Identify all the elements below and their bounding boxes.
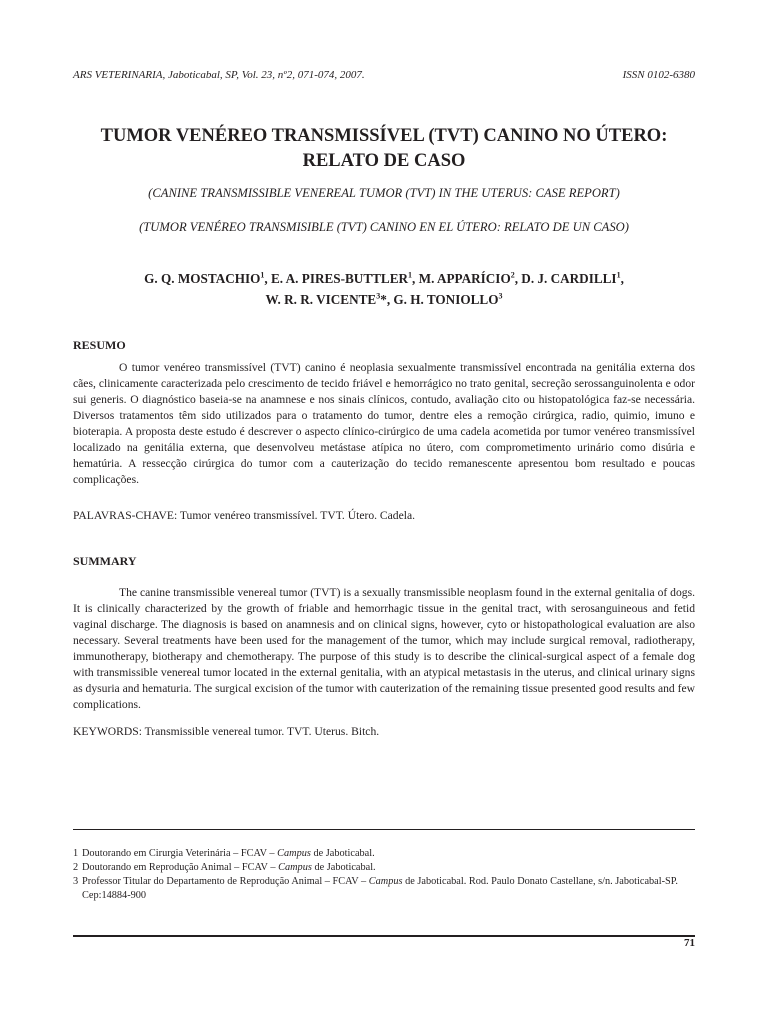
- author-list: [73, 268, 695, 310]
- summary-heading: SUMMARY: [73, 554, 137, 568]
- palavras-chave: PALAVRAS-CHAVE: Tumor venéreo transmissível. TVT. Útero. Cadela.: [73, 509, 416, 522]
- footnote-text: Doutorando em Cirurgia Veterinária – FCAV – Campus de Jaboticabal.: [82, 848, 375, 859]
- author: D. J. CARDILLI$^1$,: [521, 270, 624, 286]
- footnote-number: 1: [73, 848, 79, 859]
- author: M. APPARÍCIO$^2$,: [418, 270, 522, 286]
- article-title: TUMOR VENÉREO TRANSMISSÍVEL (TVT) CANINO NO ÚTERO: RELATO DE CASO: [100, 126, 668, 171]
- running-head: [73, 69, 695, 81]
- author: W. R. R. VICENTE$^3$*,: [265, 291, 394, 307]
- author: E. A. PIRES-BUTTLER$^1$,: [271, 270, 419, 286]
- footnote: [73, 847, 695, 861]
- footnotes: [73, 847, 695, 903]
- footnote-text: Professor Titular do Departamento de Reprodução Animal – FCAV – Campus de Jaboticabal. Rod. Paulo Donato Castellane, s/n. Jaboticabal-SP. Cep:14884-900: [82, 876, 678, 901]
- summary-paragraph: The canine transmissible venereal tumor (TVT) is a sexually transmissible neoplasm found in the external genitalia of dogs. It is clinically characterized by the growth of friable and hemorrhagic tissue in the genital tract, with serosanguineous and fetid vaginal discharge. The diagnosis is based on anamnesis and on clinical signs, however, cyto or histopathological evaluation are also necessary. Several treatments have been used for the management of the tumor, which may include surgical removal, radiotherapy, immunotherapy, biotherapy and chemotherapy. The purpose of this study is to describe the clinical-surgical aspect of a female dog with transmissible venereal tumor located in the external genitalia, with an atypical metastasis in the uterus, and clinical urinary signs as dysuria and hematuria. The surgical excision of the tumor with cauterization of the remaining tissue presented good results and few complications.: [73, 586, 695, 711]
- title-spanish: (TUMOR VENÉREO TRANSMISIBLE (TVT) CANINO EN EL ÚTERO: RELATO DE UN CASO): [139, 220, 629, 234]
- page-footer-rule: [73, 935, 695, 937]
- page-number: 71: [684, 937, 695, 949]
- author: G. Q. MOSTACHIO$^1$,: [144, 270, 271, 286]
- footnote-text: Doutorando em Reprodução Animal – FCAV – Campus de Jaboticabal.: [82, 862, 376, 873]
- keywords: KEYWORDS: Transmissible venereal tumor. TVT. Uterus. Bitch.: [73, 725, 380, 738]
- resumo-paragraph: O tumor venéreo transmissível (TVT) canino é neoplasia sexualmente transmissível encontrada na genitália externa dos cães, clinicamente caracterizada pelo crescimento de tecido friável e hemorrágico no trato genital, secreção serossanguinolenta e odor sui generis. O diagnóstico baseia-se na anamnese e nos sinais clínicos, contudo, avaliação cito ou histopatológica faz-se necessária. Diversos tratamentos têm sido utilizados para o tratamento do tumor, dentre eles a remoção cirúrgica, radio, quimio, imuno e bioterapia. A proposta deste estudo é descrever o aspecto clínico-cirúrgico de uma cadela acometida por tumor venéreo transmissível localizado na genitália externa, que desenvolveu metástase atípica no útero, com comprometimento urinário como disúria e hematúria. A ressecção cirúrgica do tumor com a cauterização do tecido remanescente apresentou bom resultado e poucas complicações.: [73, 361, 695, 486]
- footnote: [73, 875, 695, 903]
- author: G. H. TONIOLLO$^3$: [393, 291, 503, 307]
- footnote: [73, 861, 695, 875]
- resumo-heading: RESUMO: [73, 338, 126, 352]
- footnote-number: 2: [73, 862, 79, 873]
- title-english: (CANINE TRANSMISSIBLE VENEREAL TUMOR (TVT) IN THE UTERUS: CASE REPORT): [148, 186, 620, 200]
- footnote-number: 3: [73, 876, 79, 887]
- issn: ISSN 0102-6380: [622, 69, 695, 81]
- footnote-divider: [73, 829, 695, 830]
- journal-citation: ARS VETERINARIA, Jaboticabal, SP, Vol. 23, nº2, 071-074, 2007.: [73, 69, 365, 81]
